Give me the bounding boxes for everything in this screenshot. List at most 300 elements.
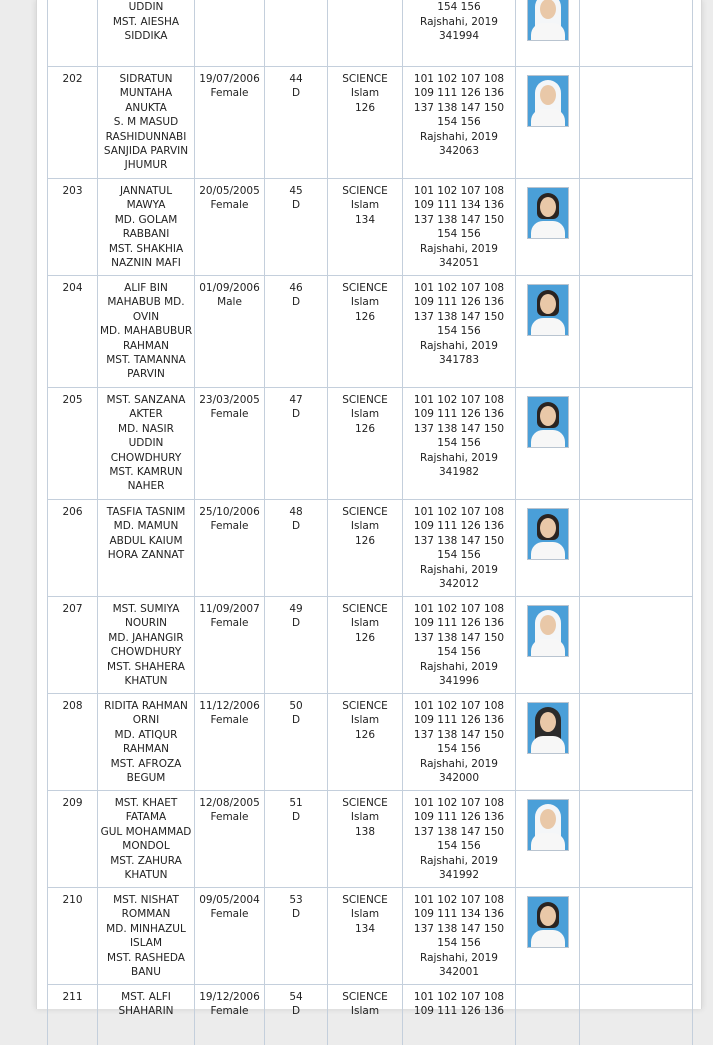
date-of-birth: 11/12/2006 bbox=[197, 699, 262, 713]
subject-line: 101 102 107 108 bbox=[405, 893, 513, 907]
serial-cell bbox=[47, 388, 97, 499]
serial-cell bbox=[47, 179, 97, 275]
subject-line: 101 102 107 108 bbox=[405, 602, 513, 616]
subject-line: 341992 bbox=[405, 868, 513, 882]
remarks-cell bbox=[579, 597, 693, 693]
name-cell bbox=[97, 500, 194, 596]
roll-number: 51 bbox=[267, 796, 325, 810]
group-cell bbox=[327, 985, 402, 1045]
roll-cell bbox=[264, 597, 327, 693]
name-line: JHUMUR bbox=[100, 158, 192, 172]
gender: Female bbox=[197, 713, 262, 727]
name-line: CHOWDHURY bbox=[100, 451, 192, 465]
name-cell bbox=[97, 67, 194, 178]
roll-cell bbox=[264, 985, 327, 1045]
subject-line: 137 138 147 150 bbox=[405, 534, 513, 548]
table-row bbox=[47, 693, 693, 790]
student-photo bbox=[527, 75, 569, 127]
subjects-cell bbox=[402, 597, 515, 693]
table-row bbox=[47, 596, 693, 693]
subjects-cell bbox=[402, 500, 515, 596]
subject-line: 341996 bbox=[405, 674, 513, 688]
date-of-birth: 11/09/2007 bbox=[197, 602, 262, 616]
name-line: ISLAM bbox=[100, 936, 192, 950]
gender: Female bbox=[197, 86, 262, 100]
name-line: MST. SANZANA bbox=[100, 393, 192, 407]
subject-line: 101 102 107 108 bbox=[405, 796, 513, 810]
gender: Female bbox=[197, 616, 262, 630]
subject-line: 154 156 bbox=[405, 936, 513, 950]
serial-number: 204 bbox=[50, 281, 95, 295]
religion: Islam bbox=[330, 295, 400, 309]
student-photo bbox=[527, 896, 569, 948]
name-line: SIDRATUN bbox=[100, 72, 192, 86]
name-cell bbox=[97, 388, 194, 499]
subject-line: 137 138 147 150 bbox=[405, 825, 513, 839]
optional-subject: 138 bbox=[330, 825, 400, 839]
optional-subject: 126 bbox=[330, 422, 400, 436]
subject-line: 101 102 107 108 bbox=[405, 184, 513, 198]
roll-number: 48 bbox=[267, 505, 325, 519]
name-line: MUNTAHA bbox=[100, 86, 192, 100]
serial-cell bbox=[47, 694, 97, 790]
group-cell bbox=[327, 179, 402, 275]
student-table bbox=[47, 0, 693, 1045]
serial-number: 203 bbox=[50, 184, 95, 198]
date-of-birth: 09/05/2004 bbox=[197, 893, 262, 907]
name-line: S. M MASUD bbox=[100, 115, 192, 129]
roll-number: 53 bbox=[267, 893, 325, 907]
name-line: MAWYA bbox=[100, 198, 192, 212]
student-photo bbox=[527, 396, 569, 448]
name-line: NAZNIN MAFI bbox=[100, 256, 192, 270]
student-photo bbox=[527, 799, 569, 851]
subjects-cell bbox=[402, 388, 515, 499]
name-cell bbox=[97, 179, 194, 275]
subject-line: 101 102 107 108 bbox=[405, 505, 513, 519]
subject-line: Rajshahi, 2019 bbox=[405, 451, 513, 465]
religion: Islam bbox=[330, 407, 400, 421]
name-line: FATAMA bbox=[100, 810, 192, 824]
serial-cell bbox=[47, 597, 97, 693]
subject-line: 109 111 134 136 bbox=[405, 198, 513, 212]
roll-number: 54 bbox=[267, 990, 325, 1004]
subject-line: 137 138 147 150 bbox=[405, 631, 513, 645]
table-row bbox=[47, 790, 693, 887]
section: D bbox=[267, 86, 325, 100]
name-cell bbox=[97, 597, 194, 693]
student-photo bbox=[527, 702, 569, 754]
subject-line: 109 111 126 136 bbox=[405, 519, 513, 533]
subject-line: 109 111 126 136 bbox=[405, 86, 513, 100]
subject-line: 137 138 147 150 bbox=[405, 213, 513, 227]
religion: Islam bbox=[330, 86, 400, 100]
subjects-cell bbox=[402, 0, 515, 66]
group-cell bbox=[327, 388, 402, 499]
roll-cell bbox=[264, 0, 327, 66]
subject-line: 109 111 126 136 bbox=[405, 407, 513, 421]
section: D bbox=[267, 198, 325, 212]
table-row bbox=[47, 66, 693, 178]
subject-line: 341994 bbox=[405, 29, 513, 43]
name-line: BANU bbox=[100, 965, 192, 979]
subject-line: 154 156 bbox=[405, 324, 513, 338]
roll-cell bbox=[264, 67, 327, 178]
group-cell bbox=[327, 276, 402, 387]
photo-cell bbox=[515, 791, 579, 887]
name-line: MST. SHAHERA bbox=[100, 660, 192, 674]
name-line: KHATUN bbox=[100, 674, 192, 688]
name-line: MD. JAHANGIR bbox=[100, 631, 192, 645]
name-cell bbox=[97, 276, 194, 387]
subject-line: 101 102 107 108 bbox=[405, 393, 513, 407]
optional-subject: 126 bbox=[330, 534, 400, 548]
photo-cell bbox=[515, 388, 579, 499]
name-line: ABDUL KAIUM bbox=[100, 534, 192, 548]
photo-cell bbox=[515, 0, 579, 66]
subject-line: 109 111 126 136 bbox=[405, 295, 513, 309]
name-line: UDDIN bbox=[100, 0, 192, 14]
name-line: TASFIA TASNIM bbox=[100, 505, 192, 519]
subject-line: Rajshahi, 2019 bbox=[405, 339, 513, 353]
group-cell bbox=[327, 888, 402, 984]
remarks-cell bbox=[579, 67, 693, 178]
serial-number: 211 bbox=[50, 990, 95, 1004]
student-photo bbox=[527, 605, 569, 657]
serial-cell bbox=[47, 500, 97, 596]
photo-cell bbox=[515, 179, 579, 275]
name-line: UDDIN bbox=[100, 436, 192, 450]
name-cell bbox=[97, 791, 194, 887]
subject-line: 101 102 107 108 bbox=[405, 699, 513, 713]
subjects-cell bbox=[402, 276, 515, 387]
serial-cell bbox=[47, 0, 97, 66]
subjects-cell bbox=[402, 694, 515, 790]
photo-cell bbox=[515, 694, 579, 790]
name-line: MST. RASHEDA bbox=[100, 951, 192, 965]
name-line: OVIN bbox=[100, 310, 192, 324]
subjects-cell bbox=[402, 888, 515, 984]
subjects-cell bbox=[402, 985, 515, 1045]
gender: Female bbox=[197, 1004, 262, 1018]
subject-line: 154 156 bbox=[405, 742, 513, 756]
subject-line: Rajshahi, 2019 bbox=[405, 757, 513, 771]
roll-number: 47 bbox=[267, 393, 325, 407]
name-line: MD. NASIR bbox=[100, 422, 192, 436]
name-line: NOURIN bbox=[100, 616, 192, 630]
group: SCIENCE bbox=[330, 393, 400, 407]
dob-cell bbox=[194, 500, 264, 596]
roll-cell bbox=[264, 179, 327, 275]
serial-number: 210 bbox=[50, 893, 95, 907]
roll-cell bbox=[264, 694, 327, 790]
table-row bbox=[47, 275, 693, 387]
serial-cell bbox=[47, 276, 97, 387]
name-line: GUL MOHAMMAD bbox=[100, 825, 192, 839]
subject-line: 154 156 bbox=[405, 839, 513, 853]
photo-cell bbox=[515, 985, 579, 1045]
student-photo bbox=[527, 284, 569, 336]
section: D bbox=[267, 810, 325, 824]
name-line: MST. SUMIYA bbox=[100, 602, 192, 616]
name-line: SIDDIKA bbox=[100, 29, 192, 43]
dob-cell bbox=[194, 388, 264, 499]
subjects-cell bbox=[402, 179, 515, 275]
dob-cell bbox=[194, 791, 264, 887]
date-of-birth: 19/07/2006 bbox=[197, 72, 262, 86]
name-line: BEGUM bbox=[100, 771, 192, 785]
photo-cell bbox=[515, 67, 579, 178]
name-line: MST. AFROZA bbox=[100, 757, 192, 771]
name-line: MST. KHAET bbox=[100, 796, 192, 810]
subject-line: 137 138 147 150 bbox=[405, 310, 513, 324]
religion: Islam bbox=[330, 519, 400, 533]
name-line: MD. ATIQUR bbox=[100, 728, 192, 742]
name-line: MD. MAMUN bbox=[100, 519, 192, 533]
optional-subject: 126 bbox=[330, 101, 400, 115]
subject-line: 101 102 107 108 bbox=[405, 281, 513, 295]
name-line: MST. KAMRUN bbox=[100, 465, 192, 479]
gender: Female bbox=[197, 810, 262, 824]
subject-line: 154 156 bbox=[405, 0, 513, 14]
name-line: KHATUN bbox=[100, 868, 192, 882]
subject-line: 342063 bbox=[405, 144, 513, 158]
group-cell bbox=[327, 597, 402, 693]
group: SCIENCE bbox=[330, 699, 400, 713]
remarks-cell bbox=[579, 0, 693, 66]
name-line: RABBANI bbox=[100, 227, 192, 241]
remarks-cell bbox=[579, 179, 693, 275]
religion: Islam bbox=[330, 713, 400, 727]
subject-line: 109 111 126 136 bbox=[405, 810, 513, 824]
serial-cell bbox=[47, 791, 97, 887]
table-row bbox=[47, 387, 693, 499]
section: D bbox=[267, 407, 325, 421]
name-cell bbox=[97, 888, 194, 984]
subject-line: 101 102 107 108 bbox=[405, 990, 513, 1004]
religion: Islam bbox=[330, 1004, 400, 1018]
subjects-cell bbox=[402, 791, 515, 887]
remarks-cell bbox=[579, 276, 693, 387]
group: SCIENCE bbox=[330, 796, 400, 810]
subject-line: Rajshahi, 2019 bbox=[405, 951, 513, 965]
subject-line: 154 156 bbox=[405, 227, 513, 241]
group: SCIENCE bbox=[330, 184, 400, 198]
roll-number: 46 bbox=[267, 281, 325, 295]
subject-line: 101 102 107 108 bbox=[405, 72, 513, 86]
dob-cell bbox=[194, 597, 264, 693]
subject-line: Rajshahi, 2019 bbox=[405, 563, 513, 577]
gender: Female bbox=[197, 198, 262, 212]
name-cell bbox=[97, 0, 194, 66]
serial-number: 208 bbox=[50, 699, 95, 713]
name-cell bbox=[97, 985, 194, 1045]
name-line: PARVIN bbox=[100, 367, 192, 381]
group: SCIENCE bbox=[330, 72, 400, 86]
roll-cell bbox=[264, 500, 327, 596]
subject-line: 109 111 126 136 bbox=[405, 616, 513, 630]
dob-cell bbox=[194, 276, 264, 387]
serial-number: 209 bbox=[50, 796, 95, 810]
subject-line: 342000 bbox=[405, 771, 513, 785]
name-line: AKTER bbox=[100, 407, 192, 421]
optional-subject: 134 bbox=[330, 922, 400, 936]
table-row bbox=[47, 887, 693, 984]
serial-number: 202 bbox=[50, 72, 95, 86]
roll-cell bbox=[264, 276, 327, 387]
group-cell bbox=[327, 500, 402, 596]
serial-cell bbox=[47, 985, 97, 1045]
name-line: NAHER bbox=[100, 479, 192, 493]
name-line: CHOWDHURY bbox=[100, 645, 192, 659]
subject-line: Rajshahi, 2019 bbox=[405, 854, 513, 868]
group: SCIENCE bbox=[330, 602, 400, 616]
remarks-cell bbox=[579, 985, 693, 1045]
optional-subject: 126 bbox=[330, 728, 400, 742]
group-cell bbox=[327, 67, 402, 178]
name-line: SHAHARIN bbox=[100, 1004, 192, 1018]
gender: Male bbox=[197, 295, 262, 309]
student-photo bbox=[527, 0, 569, 41]
subject-line: 109 111 126 136 bbox=[405, 713, 513, 727]
remarks-cell bbox=[579, 500, 693, 596]
dob-cell bbox=[194, 985, 264, 1045]
student-photo bbox=[527, 187, 569, 239]
name-line: RAHMAN bbox=[100, 339, 192, 353]
subject-line: 342012 bbox=[405, 577, 513, 591]
roll-number: 50 bbox=[267, 699, 325, 713]
subject-line: 154 156 bbox=[405, 645, 513, 659]
remarks-cell bbox=[579, 694, 693, 790]
subject-line: 109 111 126 136 bbox=[405, 1004, 513, 1018]
name-line: ALIF BIN bbox=[100, 281, 192, 295]
optional-subject: 134 bbox=[330, 213, 400, 227]
name-line: MST. AIESHA bbox=[100, 15, 192, 29]
name-line: RAHMAN bbox=[100, 742, 192, 756]
date-of-birth: 25/10/2006 bbox=[197, 505, 262, 519]
date-of-birth: 12/08/2005 bbox=[197, 796, 262, 810]
date-of-birth: 20/05/2005 bbox=[197, 184, 262, 198]
section: D bbox=[267, 295, 325, 309]
name-line: JANNATUL bbox=[100, 184, 192, 198]
serial-cell bbox=[47, 888, 97, 984]
section: D bbox=[267, 519, 325, 533]
religion: Islam bbox=[330, 907, 400, 921]
name-line: MST. ZAHURA bbox=[100, 854, 192, 868]
roll-cell bbox=[264, 791, 327, 887]
roll-number: 49 bbox=[267, 602, 325, 616]
subjects-cell bbox=[402, 67, 515, 178]
name-line: MD. GOLAM bbox=[100, 213, 192, 227]
name-line: RASHIDUNNABI bbox=[100, 130, 192, 144]
date-of-birth: 19/12/2006 bbox=[197, 990, 262, 1004]
section: D bbox=[267, 1004, 325, 1018]
religion: Islam bbox=[330, 198, 400, 212]
subject-line: 137 138 147 150 bbox=[405, 922, 513, 936]
group: SCIENCE bbox=[330, 281, 400, 295]
serial-number: 207 bbox=[50, 602, 95, 616]
serial-number: 206 bbox=[50, 505, 95, 519]
name-line: MAHABUB MD. bbox=[100, 295, 192, 309]
subject-line: Rajshahi, 2019 bbox=[405, 660, 513, 674]
dob-cell bbox=[194, 694, 264, 790]
name-line: MD. MAHABUBUR bbox=[100, 324, 192, 338]
optional-subject: 126 bbox=[330, 310, 400, 324]
subject-line: 154 156 bbox=[405, 436, 513, 450]
name-line: SANJIDA PARVIN bbox=[100, 144, 192, 158]
remarks-cell bbox=[579, 888, 693, 984]
subject-line: 137 138 147 150 bbox=[405, 422, 513, 436]
name-line: RIDITA RAHMAN bbox=[100, 699, 192, 713]
dob-cell bbox=[194, 179, 264, 275]
photo-cell bbox=[515, 500, 579, 596]
name-line: MST. TAMANNA bbox=[100, 353, 192, 367]
table-row bbox=[47, 0, 693, 66]
document-page bbox=[36, 0, 702, 1009]
name-line: MD. MINHAZUL bbox=[100, 922, 192, 936]
subject-line: 342051 bbox=[405, 256, 513, 270]
table-row bbox=[47, 499, 693, 596]
subject-line: Rajshahi, 2019 bbox=[405, 242, 513, 256]
subject-line: 342001 bbox=[405, 965, 513, 979]
table-row bbox=[47, 178, 693, 275]
date-of-birth: 23/03/2005 bbox=[197, 393, 262, 407]
section: D bbox=[267, 616, 325, 630]
subject-line: 341982 bbox=[405, 465, 513, 479]
subject-line: 154 156 bbox=[405, 548, 513, 562]
subject-line: 154 156 bbox=[405, 115, 513, 129]
student-photo bbox=[527, 508, 569, 560]
gender: Female bbox=[197, 407, 262, 421]
subject-line: 137 138 147 150 bbox=[405, 728, 513, 742]
remarks-cell bbox=[579, 388, 693, 499]
name-line: HORA ZANNAT bbox=[100, 548, 192, 562]
remarks-cell bbox=[579, 791, 693, 887]
roll-cell bbox=[264, 388, 327, 499]
dob-cell bbox=[194, 0, 264, 66]
subject-line: Rajshahi, 2019 bbox=[405, 15, 513, 29]
name-line: MONDOL bbox=[100, 839, 192, 853]
group-cell bbox=[327, 694, 402, 790]
subject-line: 341783 bbox=[405, 353, 513, 367]
section: D bbox=[267, 713, 325, 727]
group: SCIENCE bbox=[330, 990, 400, 1004]
name-line: ANUKTA bbox=[100, 101, 192, 115]
group: SCIENCE bbox=[330, 505, 400, 519]
photo-cell bbox=[515, 597, 579, 693]
religion: Islam bbox=[330, 810, 400, 824]
serial-number: 205 bbox=[50, 393, 95, 407]
name-line: MST. SHAKHIA bbox=[100, 242, 192, 256]
gender: Female bbox=[197, 519, 262, 533]
dob-cell bbox=[194, 67, 264, 178]
roll-number: 45 bbox=[267, 184, 325, 198]
roll-cell bbox=[264, 888, 327, 984]
date-of-birth: 01/09/2006 bbox=[197, 281, 262, 295]
group-cell bbox=[327, 791, 402, 887]
optional-subject: 126 bbox=[330, 631, 400, 645]
section: D bbox=[267, 907, 325, 921]
name-cell bbox=[97, 694, 194, 790]
name-line: MST. NISHAT bbox=[100, 893, 192, 907]
subject-line: Rajshahi, 2019 bbox=[405, 130, 513, 144]
group-cell bbox=[327, 0, 402, 66]
photo-cell bbox=[515, 276, 579, 387]
subject-line: 137 138 147 150 bbox=[405, 101, 513, 115]
name-line: ROMMAN bbox=[100, 907, 192, 921]
dob-cell bbox=[194, 888, 264, 984]
group: SCIENCE bbox=[330, 893, 400, 907]
